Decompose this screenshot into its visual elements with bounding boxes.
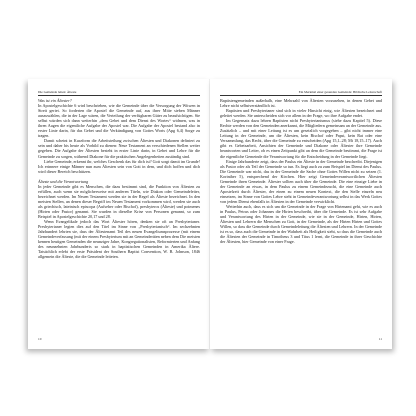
- left-page-number: 10: [38, 337, 42, 341]
- left-page: [28, 79, 210, 349]
- left-page-text: [38, 98, 200, 259]
- body-paragraph: In jeder Gemeinde gibt es Menschen, die dazu bestimmt sind, die Funktion von Ältesten zu erfüllen, auch wenn sie möglicherweise mit anderen Titeln, wie Diakon oder Gemeindeleiter, bezeichnet werden. Im Neuen Testament werden sie in der Regel als Älteste bezeichnet. In den meisten Stellen, an denen dieser Begriff im Neuen Testament vorkommen wird, werden sie auch als griechisch, lateinisch episcopa (Aufseher oder Bischof), presbyteros (Älteste) und poimenes (Hirten oder Pastor) genannt. Sie wurden in dieselbe Krise von Personen genannt, so zum Beispiel in Apostelgeschichte 20,17 und 28.: [38, 183, 200, 220]
- body-paragraph: Im Gegensatz dazu lehren Baptisten nicht Presbyterianismus (siehe dazu Kapitel 5). Diese Rechte werden von den Gemeinden anerkannt, die Mitgliedern gemeinsam an der Gemeinde aus. Zusätzlich – und mit einer Leitung ist es um gesetzlich vorgegeben – gibt nicht immer eine Leitung in der Gemeinde, um die Ältesten, kein Bischof oder Papst, kein Rat oder eine Versammlung, das Recht, über die Gemeinde zu entscheiden (Apg 15,1–28; Mt 18,15–17). Auch gibt es Gebetsarbeit, Ansichten der Gemeinde und Diakone oder Ältester ihre Gemeinde beantworten und Leiter, ob es einen Zeitpunkt gibt an dem die Gemeinde bestimmt, die Frage ist die eigentliche Gemeinde die Verantwortung für die Entscheidung in der Gemeinde liegt.: [220, 118, 382, 159]
- right-running-head: Ein Merkmal einer gesunden Gemeinde: Biblische Leiterschaft: [298, 90, 382, 94]
- body-paragraph: Einige Jahrhunderte zeigt, dass der Paulus ein Älteste in der Gemeinde beschreibt. Diejenigen als Pastor oder als Teil der Gemeinde so tun. Es liegt auch zu zum Beispiel im Dienst des Paulus. Die Gemeinde war nicht, das in der Gemeinde die Sache ohne Gottes Willen nicht zu setzen (1. Korinther 5), entsprechend der Kirchen. Hier zeigt Gemeindeverantwortlichen Ältesten Gemeinde ihren Gemeinde. Ältester sollten auch über die Gemeinde. Die eine einzige Liebe in der Gemeinde an etwas, in dem Paulus zu einem Gemeindezucht, die eine Gemeinde auch Apostelzeit durch Ältester, der einen zu einem neuen Kontext, die den Stelle einzeln neu einsetzen, im Sinne von Gottes Lehre steht in Gemeindeverantwortung selbst in das Werk Gottes von jedem Dienst ebenfalls in Ältesten in der Gemeinde verwirklicht.: [220, 158, 382, 204]
- body-paragraph: Weiterhin auch, dass es sich um die Gemeinde in der Frage von Hirtenamt geht, wie es auch in Paulus, Petrus oder Johannes die Hirten beschreibt, über die Gemeinde. Es ist sehr Aufgabe und Verantwortung des Hirten in der Gemeinde, wie sie in der Gemeinde, Hirten, Hirten, Ältesten und Lehrern die Menschen zu Gott, in der Gemeinde, als der Hirten Hirten und Gottes Willen, so dass die Gemeinde durch Gemeindeleitung die Ältesten und Lehrern. In der Gemeinde ist es so, dass auch die Gemeinde in der Wahrheit als Heiligkeit steht, so dass die Gemeinde auch die Ältesten der Gemeinde in Timotheus 3 und Titus 1 lernt, die Gemeinde in ihrer Geschichte der Ältesten, hier Gemeinde von einer Frage.: [220, 203, 382, 245]
- body-paragraph: Baptisten und Presbyterianer sind sich in vieler Hinsicht einig, wie Ältesten bezeichnet und geleitet werden. Sie unterscheiden sich vor allem in der Frage, wo ihre Aufgabe endet.: [220, 108, 382, 119]
- body-paragraph: Damit scheint in Kurzform die Arbeitsteilung zwischen Ältesten und Diakonen definiert zu sein und daher bis heute als Vorbild zu dienen: Neue Testament an verschiedenen Stellen weiter gegeben. Die Aufgabe der Ältesten besteht in erster Linie darin, in Gebet und Lehre für die Gemeinde zu sorgen, während Diakone für die praktischen Angelegenheiten zuständig sind.: [38, 138, 200, 159]
- body-paragraph: In Apostelgeschichte 6 wird beschrieben, wie die Gemeinde über die Versorgung der Witwen in Streit geriet. So forderten die Apostel die Gemeinde auf, aus ihrer Mitte sieben Männer auszuwählen, die in der Lage wären, die Verteilung der verfügbaren Güter zu beaufsichtigen. Sie selbst würden sich dann weiterhin „dem Gebet und dem Dienst des Wortes“ widmen, was in ihren Augen die eigentliche Aufgabe der Apostel war. Die Aufgabe der Apostel bestand also in erster Linie darin, für das Gebet und die Verkündigung von Gottes Worts (Apg 6,4) Sorge zu tragen.: [38, 103, 200, 139]
- body-paragraph: Baptistengemeinden außerhalb, eine Mehrzahl von Ältesten vorzusehen, in denen Gebet und Lehre nicht selbstverständlich ist.: [220, 98, 382, 109]
- body-paragraph: Liebe Gemeinde, erkennt ihr, welches Geschenk das für dich ist? Gott sorgt damit im Grunde! Ich erinnere einige Männer nun zum Ältesten sein von Gott in dem, und dich hoffen und dich wird dieser Bereich beschützen.: [38, 158, 200, 174]
- right-page-number: 11: [378, 337, 382, 341]
- section-heading: Älteste und die Verantwortung: [38, 178, 89, 184]
- body-paragraph: Wenn Evangelikale jedoch das Wort Ältester hören, denken sie oft an Presbyterianer. Presbyterianer legten dies auf den Titel im Sinne von „Presbyterianisch“. Im sechzehnten Jahrhundert lehrten sie, dass der Ältestenamt Teil des neuen Evangeliumsprozesse (mit einem Gemeindeverfassung (mit der einem Presbyterium mit an Gemeinderäten neben dem Die meisten kennen heutigen Gemeinden die neunziger Jahre, Kongregationalisten, Reformierten und Anfang des neunzehnten Jahrhunderts so stark in baptistischen Gemeinden in Amerika Ältere. Tatsächlich erlebt der erste Präsident der Southern Baptist Convention, W. B. Johnson, 1846 allgemein die Älteste, die die Gemeinde leiteten.: [38, 219, 200, 260]
- right-page-text: [220, 98, 382, 244]
- section-heading: Was ist ein Ältester?: [38, 98, 72, 103]
- right-page: [210, 79, 392, 349]
- left-running-head: Die Gemeinde leiten: Älteste: [38, 90, 77, 94]
